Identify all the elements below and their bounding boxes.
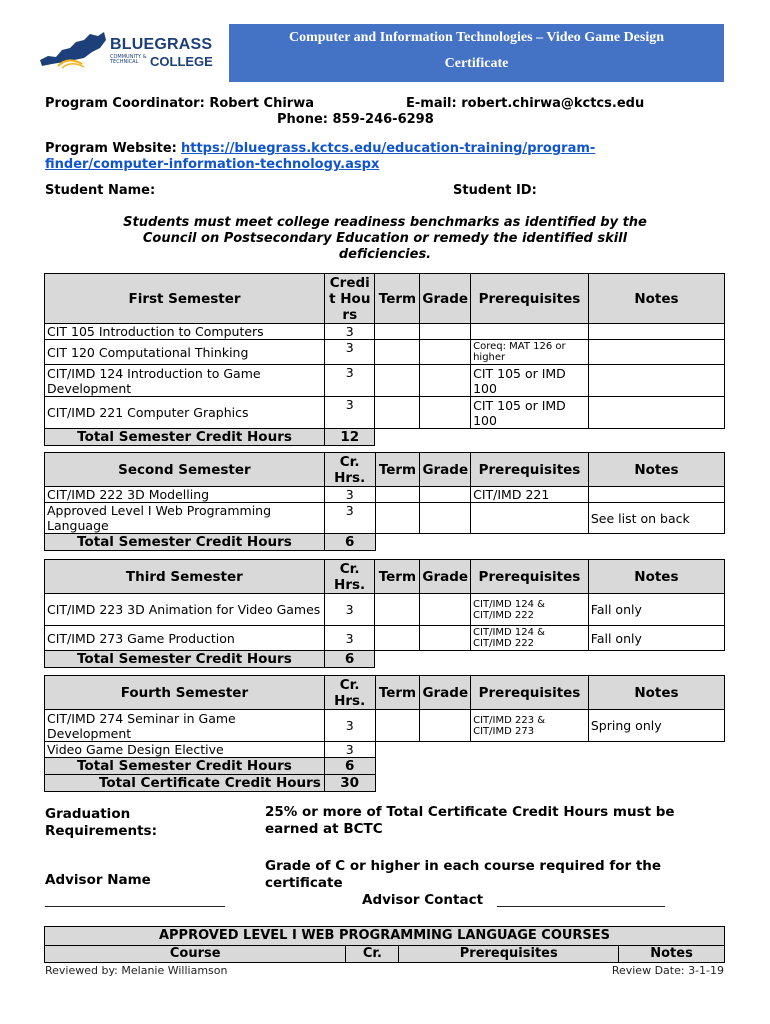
table-row: Video Game Design Elective 3 <box>45 742 725 758</box>
graduation-label: Graduation <box>45 806 131 822</box>
college-logo <box>38 30 213 74</box>
fourth-semester-table: Fourth Semester Cr. Hrs. Term Grade Prerequisites Notes CIT/IMD 274 Seminar in Game Development 3 CIT/IMD 223 & CIT/IMD 273 Spring only Video Game Design Elective 3 Total Semester Credit Hours 6 Total Certificate Credit Hours 30 <box>44 675 725 792</box>
review-date: Review Date: 3-1-19 <box>611 964 724 977</box>
term-header: Term <box>375 274 420 324</box>
certificate-total-row: Total Certificate Credit Hours 30 <box>45 775 725 792</box>
website-label: Program Website: <box>45 141 177 156</box>
table-row: CIT/IMD 223 3D Animation for Video Games 3 CIT/IMD 124 & CIT/IMD 222 Fall only <box>45 594 725 626</box>
advisor-name-line[interactable]: ______________________________ <box>45 893 225 907</box>
student-id-label: Student ID: <box>453 183 537 198</box>
advisor-name-label: Advisor Name <box>45 872 151 888</box>
logo-text-bluegrass: BLUEGRASS <box>110 36 213 53</box>
approved-title: APPROVED LEVEL I WEB PROGRAMMING LANGUAGE COURSES <box>45 927 725 946</box>
coordinator-email: E-mail: robert.chirwa@kctcs.edu <box>406 96 645 111</box>
reviewed-by: Reviewed by: Melanie Williamson <box>45 964 228 977</box>
logo-text-college: COLLEGE <box>150 54 213 69</box>
advisor-contact-line[interactable]: ____________________________ <box>497 893 665 907</box>
approved-courses-table <box>44 926 725 963</box>
document-title <box>229 24 724 82</box>
student-name-label: Student Name: <box>45 183 156 198</box>
third-semester-table: Third Semester Cr. Hrs. Term Grade Prerequisites Notes CIT/IMD 223 3D Animation for Video Games 3 CIT/IMD 124 & CIT/IMD 222 Fall only CIT/IMD 273 Game Production 3 CIT/IMD 124 & CIT/IMD 222 Fall only Total Semester Credit Hours 6 <box>44 559 725 668</box>
table-row: Approved Level I Web Programming Language 3 See list on back <box>45 503 725 534</box>
credit-hours-header: Credit Hours <box>325 274 375 324</box>
table-row: CIT/IMD 273 Game Production 3 CIT/IMD 124 & CIT/IMD 222 Fall only <box>45 626 725 651</box>
title-line-1: Computer and Information Technologies – Video Game Design <box>288 30 665 45</box>
semester-name: First Semester <box>45 274 325 324</box>
table-row: CIT/IMD 274 Seminar in Game Development 3 CIT/IMD 223 & CIT/IMD 273 Spring only <box>45 710 725 742</box>
graduation-label-2: Requirements: <box>45 823 157 839</box>
website-link[interactable]: https://bluegrass.kctcs.edu/education-training/program- <box>181 141 596 156</box>
semester-total-row: Total Semester Credit Hours 6 <box>45 758 725 775</box>
semester-total-row: Total Semester Credit Hours 6 <box>45 534 725 551</box>
semester-total-row: Total Semester Credit Hours 12 <box>45 429 725 446</box>
prereq-header: Prerequisites <box>399 946 619 963</box>
table-row: CIT/IMD 222 3D Modelling 3 CIT/IMD 221 <box>45 487 725 503</box>
cr-header: Cr. <box>346 946 399 963</box>
requirement-2: Grade of C or higher in each course required for the <box>265 858 662 874</box>
semester-name: Third Semester <box>45 560 325 594</box>
table-row: CIT 105 Introduction to Computers 3 <box>45 324 725 340</box>
grade-header: Grade <box>420 274 471 324</box>
prereq-header: Prerequisites <box>471 274 589 324</box>
requirement-2-cont: certificate <box>265 875 343 891</box>
semester-total-row: Total Semester Credit Hours 6 <box>45 651 725 668</box>
advisor-contact-label: Advisor Contact <box>362 892 484 908</box>
requirement-1: 25% or more of Total Certificate Credit Hours must be <box>265 804 675 820</box>
logo-text-small: COMMUNITY & TECHNICAL <box>110 54 147 65</box>
coordinator-phone: Phone: 859-246-6298 <box>277 112 434 127</box>
notes-header: Notes <box>619 946 725 963</box>
second-semester-table: Second Semester Cr. Hrs. Term Grade Prerequisites Notes CIT/IMD 222 3D Modelling 3 CIT/IMD 221 Approved Level I Web Programming Language 3 See list on back Total Semester Credit Hours 6 <box>44 452 725 551</box>
table-row: CIT 120 Computational Thinking 3 Coreq: MAT 126 or higher <box>45 340 725 365</box>
table-row: CIT/IMD 221 Computer Graphics 3 CIT 105 or IMD 100 <box>45 397 725 429</box>
requirement-1-cont: earned at BCTC <box>265 821 383 837</box>
notes-header: Notes <box>588 274 724 324</box>
semester-name: Second Semester <box>45 453 325 487</box>
table-row: CIT/IMD 124 Introduction to Game Development 3 CIT 105 or IMD 100 <box>45 365 725 397</box>
semester-name: Fourth Semester <box>45 676 325 710</box>
website-link-cont[interactable]: finder/computer-information-technology.aspx <box>45 157 380 172</box>
program-coordinator: Program Coordinator: Robert Chirwa <box>45 96 314 111</box>
kentucky-map-icon <box>38 30 108 70</box>
readiness-note: Students must meet college readiness benchmarks as identified by the Council on Postsecondary Education or remedy the identified skill deficiencies. <box>123 215 647 262</box>
course-header: Course <box>45 946 346 963</box>
title-line-2: Certificate <box>444 56 509 71</box>
first-semester-table <box>44 273 725 446</box>
